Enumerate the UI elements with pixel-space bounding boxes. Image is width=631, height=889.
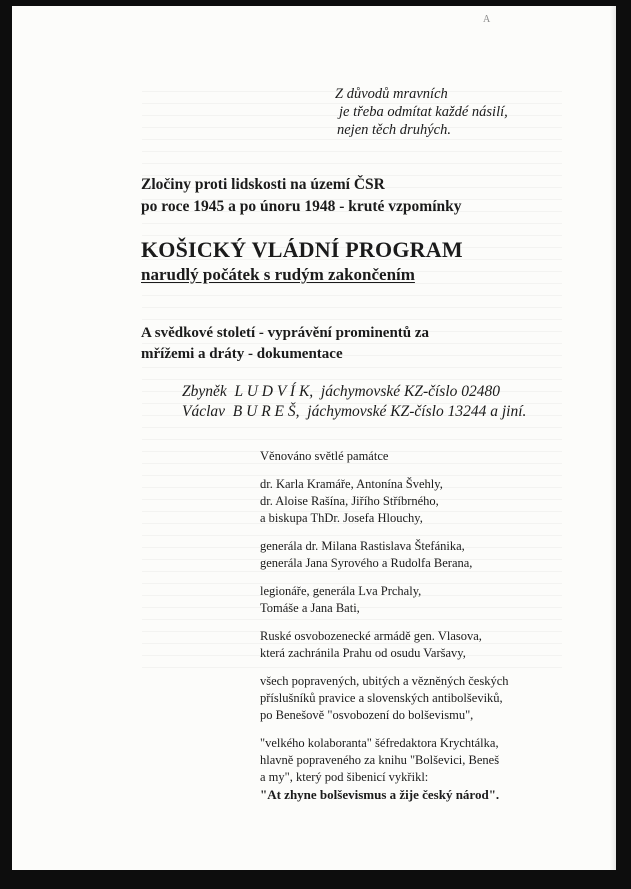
dedication-paragraph (260, 538, 509, 572)
motto-line: Z důvodů mravních (335, 86, 448, 102)
description-line: A svědkové století - vyprávění prominentů za (141, 325, 430, 341)
motto-line: je třeba odmítat každé násilí, (339, 104, 508, 120)
dedication-heading: Věnováno světlé památce (260, 449, 389, 463)
description-line: mřížemi a dráty - dokumentace (141, 346, 343, 362)
dedication-paragraph (260, 476, 509, 527)
motto-line: nejen těch druhých. (337, 122, 451, 138)
dedication-paragraph (260, 673, 509, 724)
dedication-line: legionáře, generála Lva Prchaly, (260, 584, 422, 598)
subject-line: po roce 1945 a po únoru 1948 - kruté vzpomínky (141, 198, 462, 215)
author-line: Václav B U R E Š, jáchymovské KZ-číslo 13244 a jiní. (182, 403, 527, 420)
dedication-line: Tomáše a Jana Bati, (260, 601, 360, 615)
dedication-line: generála Jana Syrového a Rudolfa Berana, (260, 556, 473, 570)
authors-block (182, 382, 526, 422)
dedication-line: která zachránila Prahu od osudu Varšavy, (260, 646, 466, 660)
dedication-paragraph (260, 583, 509, 617)
author-line: Zbyněk L U D V Í K, jáchymovské KZ-číslo 02480 (182, 383, 500, 400)
dedication-line: dr. Karla Kramáře, Antonína Švehly, (260, 477, 443, 491)
dedication-paragraph (260, 735, 509, 803)
dedication-line: Ruské osvobozenecké armádě gen. Vlasova, (260, 629, 482, 643)
dedication-line: příslušníků pravice a slovenských antibolševiků, (260, 691, 503, 705)
subject-line: Zločiny proti lidskosti na území ČSR (141, 176, 385, 193)
motto-epigraph (335, 85, 508, 139)
dedication-block (260, 448, 509, 803)
document-title: KOŠICKÝ VLÁDNÍ PROGRAM (141, 237, 463, 262)
dedication-line: a my", který pod šibenicí vykřikl: (260, 770, 429, 784)
corner-mark: A (483, 14, 491, 25)
document-subtitle: narudlý počátek s rudým zakončením (141, 265, 415, 284)
dedication-line: dr. Aloise Rašína, Jiřího Stříbrného, (260, 494, 439, 508)
dedication-paragraph (260, 628, 509, 662)
dedication-line: všech popravených, ubitých a vězněných českých (260, 674, 509, 688)
dedication-line: a biskupa ThDr. Josefa Hlouchy, (260, 511, 423, 525)
page-edge-shadow (610, 6, 616, 870)
description-text (141, 323, 429, 365)
dedication-line: "velkého kolaboranta" šéfredaktora Krychtálka, (260, 736, 499, 750)
dedication-line: po Benešově "osvobození do bolševismu", (260, 708, 474, 722)
dedication-closing-quote: "At zhyne bolševismus a žije český národ". (260, 787, 500, 802)
dedication-line: hlavně popraveného za knihu "Bolševici, Beneš (260, 753, 500, 767)
document-page (12, 6, 616, 870)
dedication-line: generála dr. Milana Rastislava Štefánika, (260, 539, 465, 553)
subject-heading (141, 174, 462, 218)
